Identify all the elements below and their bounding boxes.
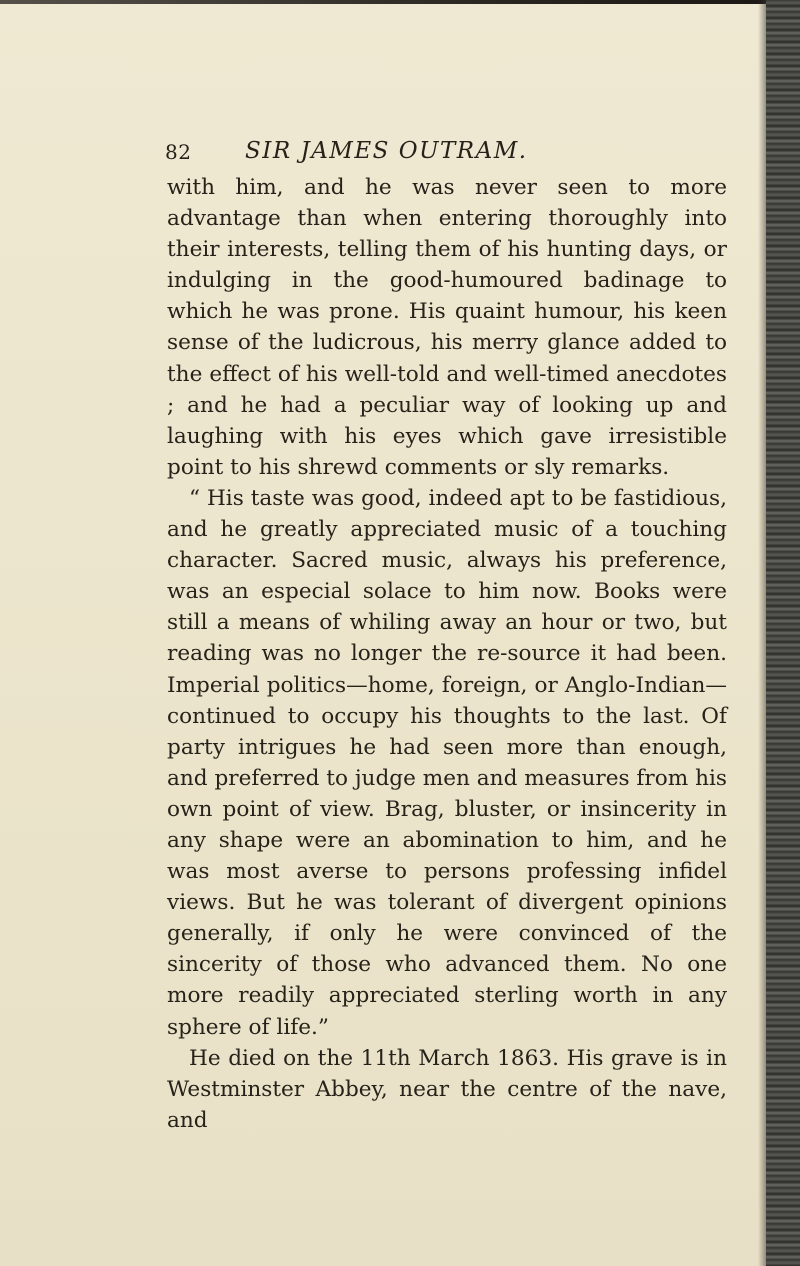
- top-page-edge: [0, 0, 800, 4]
- paragraph-continuation: with him, and he was never seen to more advantage than when entering thoroughly into their interests, telling them of his hunting days, or indulging in the good-humoured badinage to which he was prone. His quaint humour, his keen sense of the ludicrous, his merry glance added to the effect of his well-told and well-timed anecdotes ; and he had a peculiar way of looking up and laughing with his eyes which gave irresistible point to his shrewd comments or sly remarks.: [167, 175, 727, 480]
- running-title: SIR JAMES OUTRAM.: [245, 138, 528, 164]
- running-head: [165, 140, 725, 170]
- body-text: [167, 172, 727, 1136]
- paragraph-quote: “ His taste was good, indeed apt to be fastidious, and he greatly appreciated music of a touching character. Sacred music, always his preference, was an especial solace to him now. Books were still a means of whiling away an hour or two, but reading was no longer the re-source it had been. Imperial politics—home, foreign, or Anglo-Indian—continued to occupy his thoughts to the last. Of party intrigues he had seen more than enough, and preferred to judge men and measures from his own point of view. Brag, bluster, or insincerity in any shape were an abomination to him, and he was most averse to persons professing infidel views. But he was tolerant of divergent opinions generally, if only he were convinced of the sincerity of those who advanced them. No one more readily appreciated sterling worth in any sphere of life.”: [167, 485, 727, 1040]
- page-number: 82: [165, 140, 192, 164]
- paragraph-death: He died on the 11th March 1863. His grave is in Westminster Abbey, near the centre of the nave, and: [167, 1045, 727, 1133]
- book-binding-edge: [766, 0, 800, 1266]
